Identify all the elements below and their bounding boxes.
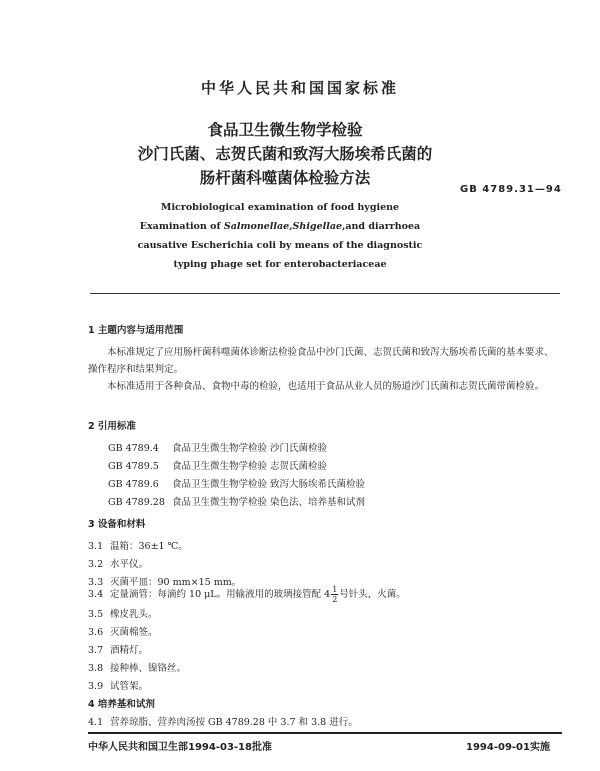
media-item: 4.1 营养琼脂、营养肉汤按 GB 4789.28 中 3.7 和 3.8 进行。 [88, 717, 358, 728]
reference-item: GB 4789.6 食品卫生微生物学检验 致泻大肠埃希氏菌检验 [108, 479, 366, 490]
title-line-2: 沙门氏菌、志贺氏菌和致泻大肠埃希氏菌的 [137, 145, 433, 163]
english-title-line-3: causative Escherichia coli by means of the diagnostic [137, 240, 423, 251]
equipment-item: 3.6 灭菌棉签。 [88, 627, 158, 638]
title-rule [90, 293, 560, 294]
english-title-line-4: typing phage set for enterobacteriaceae [173, 259, 387, 270]
equipment-item: 3.8 接种棒、镍铬丝。 [88, 663, 187, 674]
section-1-title: 1 主题内容与适用范围 [88, 325, 184, 336]
equipment-item: 3.7 酒精灯。 [88, 645, 149, 656]
implementation-date: 1994-09-01实施 [466, 742, 550, 753]
equipment-item: 3.1 温箱：36±1 ℃。 [88, 541, 188, 552]
section-2-title: 2 引用标准 [88, 421, 136, 432]
english-title-line-1: Microbiological examination of food hygiene [160, 202, 400, 213]
equipment-item: 3.4 定量滴管：每滴约 10 μL。用输液用的玻璃接管配 4 $\frac{1}{2}$ 号针头，火菌。 [88, 585, 406, 604]
reference-item: GB 4789.28 食品卫生微生物学检验 染色法、培养基和试剂 [108, 497, 366, 508]
reference-item: GB 4789.5 食品卫生微生物学检验 志贺氏菌检验 [108, 461, 328, 472]
section-1-para-2: 本标准适用于各种食品、食物中毒的检验，也适用于食品从业人员的肠道沙门氏菌和志贺氏菌带菌检验。 [107, 381, 545, 392]
reference-item: GB 4789.4 食品卫生微生物学检验 沙门氏菌检验 [108, 443, 328, 454]
section-3-title: 3 设备和材料 [88, 519, 146, 530]
fraction: $\frac{1}{2}$ [332, 585, 338, 604]
section-4-title: 4 培养基和试剂 [88, 699, 155, 710]
equipment-item: 3.9 试管架。 [88, 681, 149, 692]
footer-rule [88, 732, 562, 734]
standard-code: GB 4789.31—94 [460, 184, 562, 195]
title-line-3: 肠杆菌科噬菌体检验方法 [199, 169, 371, 187]
standard-header: 中华人民共和国国家标准 [200, 79, 399, 97]
equipment-item: 3.5 橡皮乳头。 [88, 609, 158, 620]
section-1-para-1: 本标准规定了应用肠杆菌科噬菌体诊断法检验食品中沙门氏菌、志贺氏菌和致泻大肠埃希氏菌的基本要求、操作程序和结果判定。 [88, 347, 554, 375]
approval-date: 中华人民共和国卫生部1994-03-18批准 [88, 742, 272, 753]
title-line-1: 食品卫生微生物学检验 [207, 121, 363, 139]
english-title-line-2: Examination of Salmonellae,Shigellae,and diarrhoea [139, 221, 421, 232]
equipment-item: 3.2 水平仪。 [88, 559, 149, 570]
equipment-item: 3.3 灭菌平皿：90 mm×15 mm。 [88, 577, 242, 588]
